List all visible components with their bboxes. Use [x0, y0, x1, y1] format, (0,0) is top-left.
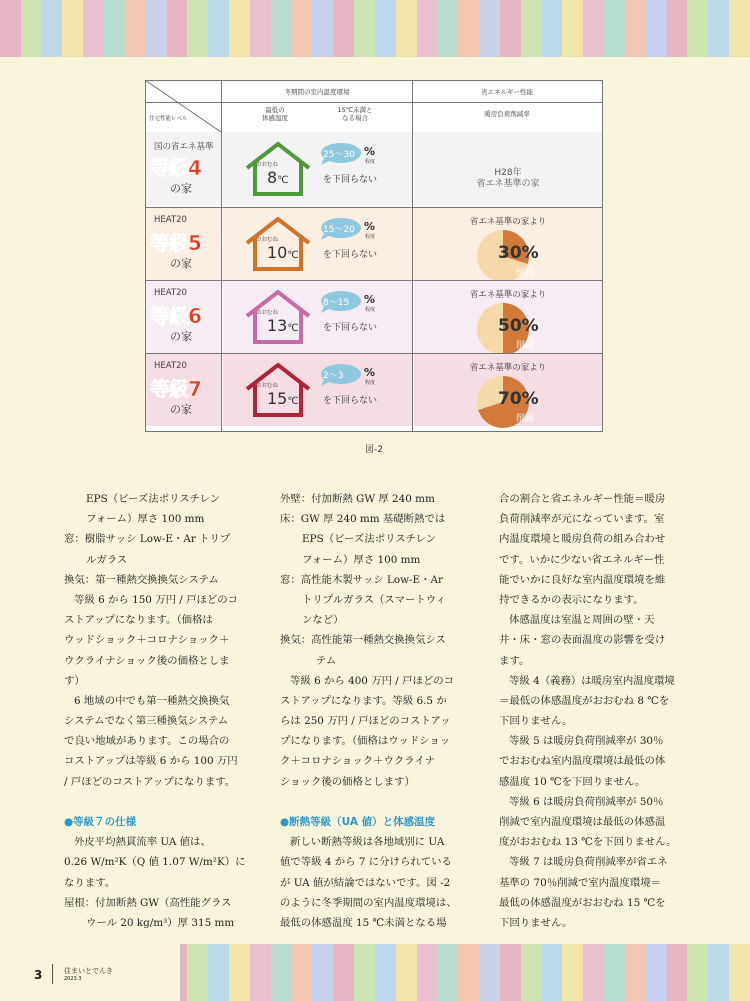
grade-label: 等級4: [150, 156, 201, 180]
stripe: [417, 0, 438, 57]
text-line: 新しい断熱等級は各地域別に UA: [290, 836, 445, 849]
level-small-label: HEAT20: [154, 288, 187, 298]
stripe: [333, 0, 354, 57]
stripe: [229, 944, 250, 1001]
stripe: [271, 944, 292, 1001]
footer-divider: [52, 964, 53, 984]
text-line: 外壁：付加断熱 GW 厚 240 mm: [280, 493, 435, 505]
text-line: ク＋コロナショック＋ウクライナ: [280, 755, 436, 768]
stripe: [667, 944, 688, 1001]
temp-number: 8: [267, 168, 278, 187]
text-line: [280, 792, 472, 812]
energy-header: 省エネルギー性能: [481, 88, 533, 96]
text-line: 下回りません。: [499, 715, 573, 728]
text-line: 持できるかの表示になります。: [499, 593, 644, 606]
temp-number: 10: [267, 243, 288, 262]
stripe: [583, 0, 604, 57]
table-border-bottom: [145, 431, 603, 432]
level-row: [146, 132, 602, 205]
text-line: 基準の 70％削減で室内温度環境＝: [499, 876, 661, 889]
level-row: [146, 207, 602, 280]
stripe: [583, 944, 604, 1001]
publication-title: 住まいとでんき: [64, 967, 113, 975]
stripe: [687, 0, 708, 57]
row-divider: [145, 207, 603, 208]
text-line: EPS（ビーズ法ポリスチレン: [302, 533, 437, 546]
not-below-label: を下回らない: [323, 250, 378, 260]
reduction-header: 暖房負荷削減率: [484, 110, 530, 118]
below15-range: 25～30: [323, 150, 355, 160]
stripe: [708, 0, 729, 57]
energy-cell: [414, 207, 602, 280]
indoor-cell: [223, 132, 413, 205]
temp-unit: ℃: [287, 323, 299, 334]
stripe: [646, 944, 667, 1001]
stripe: [667, 0, 688, 57]
energy-cell: [414, 353, 602, 426]
stripe: [292, 0, 313, 57]
text-line: ＝最低の体感温度がおおむね 8 ℃を: [499, 694, 670, 707]
text-line: テム: [316, 654, 337, 667]
below15-header: 15℃未満と なる場合: [337, 106, 373, 123]
text-line: 窓：樹脂サッシ Low-E・Ar トリプ: [64, 533, 231, 546]
min-temp-value: [267, 243, 299, 262]
stripe: [729, 0, 750, 57]
stripe: [479, 944, 500, 1001]
text-line: 屋根：付加断熱 GW（高性能グラス: [64, 896, 232, 909]
reduction-sub-label: 削減: [516, 268, 535, 278]
text-line: 等級 6 は暖房負荷削減率が 50％: [509, 795, 664, 808]
percent-unit: %: [364, 366, 376, 379]
not-below-label: を下回らない: [323, 323, 378, 333]
grade-label: 等級5: [150, 231, 201, 255]
top-stripe-border: [0, 0, 750, 57]
min-temp-value: [267, 316, 299, 335]
stripe: [354, 0, 375, 57]
home-label: の家: [170, 182, 192, 195]
below15-range: 8～15: [323, 298, 350, 308]
row-divider: [145, 280, 603, 281]
figure-caption: 図-2: [365, 445, 383, 455]
stripe: [625, 944, 646, 1001]
text-line: 窓：高性能木製サッシ Low-E・Ar: [280, 573, 444, 586]
stripe: [250, 944, 271, 1001]
reduction-percent: 70%: [498, 389, 539, 409]
stripe: [479, 0, 500, 57]
baseline-home-label: H28年 省エネ基準の家: [476, 168, 540, 189]
text-line: 外皮平均熱貫流率 UA 値は、: [74, 836, 211, 849]
text-line: フォーム）厚さ 100 mm: [86, 513, 205, 526]
temp-unit: ℃: [277, 175, 289, 186]
table-border-left: [145, 80, 146, 432]
reduction-percent: 50%: [498, 316, 539, 336]
energy-baseline-label: 省エネ基準の家より: [469, 363, 547, 373]
approx-label: おおむね: [256, 162, 279, 168]
stripe: [125, 0, 146, 57]
stripe: [292, 944, 313, 1001]
col-divider-2: [412, 80, 413, 432]
degree-note: 程度: [365, 159, 376, 165]
indoor-cell: [223, 353, 413, 426]
grade-label: 等級6: [150, 304, 201, 328]
publication-date: 2023.3: [64, 976, 82, 982]
text-line: 負荷削減率が元になっています。室: [499, 513, 665, 526]
stripe: [146, 0, 167, 57]
energy-baseline-label: 省エネ基準の家より: [469, 217, 547, 227]
stripe: [396, 944, 417, 1001]
degree-note: 程度: [365, 234, 376, 240]
stripe: [62, 0, 83, 57]
reduction-percent: 30%: [498, 243, 539, 263]
stripe: [542, 0, 563, 57]
stripe: [333, 944, 354, 1001]
stripe: [521, 944, 542, 1001]
text-line: 最低の体感温度 15 ℃未満となる場: [280, 916, 447, 929]
min-temp-header: 最低の 体感温度: [262, 106, 288, 123]
degree-note: 程度: [365, 380, 376, 386]
text-line: 換気：第一種熱交換換気システム: [64, 573, 219, 586]
stripe: [625, 0, 646, 57]
stripe: [458, 944, 479, 1001]
below15-range: 2～3: [323, 371, 344, 381]
section-heading: ●等級７の仕様: [64, 816, 137, 828]
stripe: [312, 944, 333, 1001]
stripe: [500, 0, 521, 57]
text-line: ウール 20 kg/m³）厚 315 mm: [86, 916, 235, 929]
level-row: [146, 353, 602, 426]
stripe: [187, 944, 208, 1001]
text-line: トリプルガラス（スマートウィ: [302, 593, 446, 606]
min-temp-value: [267, 168, 288, 187]
level-row: [146, 280, 602, 353]
text-line: 削減で室内温度環境は最低の体感温: [499, 816, 666, 828]
text-line: 最低の体感温度がおおむね 15 ℃を: [499, 896, 666, 909]
stripe: [208, 0, 229, 57]
text-line: 体感温度は室温と周囲の壁・天: [509, 614, 655, 627]
stripe: [167, 0, 188, 57]
level-small-label: 国の省エネ基準: [154, 142, 214, 152]
level-cell: [146, 132, 222, 205]
stripe: [562, 0, 583, 57]
stripe: [375, 0, 396, 57]
stripe: [729, 944, 750, 1001]
percent-unit: %: [364, 220, 376, 233]
text-line: ストアップになります。（価格は: [64, 614, 213, 627]
stripe: [396, 0, 417, 57]
stripe: [521, 0, 542, 57]
temp-unit: ℃: [287, 396, 299, 407]
text-line: 等級 6 から 400 万円 / 戸ほどのコ: [290, 674, 455, 687]
level-small-label: HEAT20: [154, 361, 187, 371]
reduction-sub-label: 削減: [516, 414, 535, 424]
percent-unit: %: [364, 145, 376, 158]
stripe: [708, 944, 729, 1001]
text-line: 内温度環境と暖房負荷の組み合わせ: [499, 533, 666, 546]
level-cell: [146, 353, 222, 426]
stripe: [271, 0, 292, 57]
text-line: プになります。（価格はウッドショッ: [280, 735, 451, 748]
percent-unit: %: [364, 293, 376, 306]
text-line: 度がおおむね 13 ℃を下回りません。: [499, 836, 677, 849]
level-cell: [146, 207, 222, 280]
stripe: [0, 0, 21, 57]
table-border-right: [602, 80, 603, 432]
text-column-2: [280, 489, 472, 933]
text-line: でおおむね室内温度環境は最低の体: [499, 755, 666, 768]
below15-range: 15～20: [323, 225, 355, 235]
stripe: [542, 944, 563, 1001]
stripe: [375, 944, 396, 1001]
level-small-label: HEAT20: [154, 215, 187, 225]
not-below-label: を下回らない: [323, 396, 378, 406]
stripe: [500, 944, 521, 1001]
not-below-label: を下回らない: [323, 175, 378, 185]
text-line: ンなど）: [302, 614, 344, 627]
text-line: 換気：高性能第一種熱交換換気シス: [280, 634, 446, 647]
page-number: 3: [34, 968, 43, 982]
text-line: 下回りません。: [499, 916, 573, 929]
text-line: が UA 値が結論ではないです。図 -2: [280, 876, 451, 889]
energy-baseline-label: 省エネ基準の家より: [469, 290, 547, 300]
approx-label: おおむね: [256, 237, 279, 243]
stripe: [354, 944, 375, 1001]
indoor-header: 冬期間の室内温度環境: [284, 88, 350, 96]
section-heading: ●断熱等級（UA 値）と体感温度: [280, 816, 436, 828]
stripe: [21, 0, 42, 57]
temp-unit: ℃: [287, 250, 299, 261]
stripe: [646, 0, 667, 57]
text-line: 値で等級 4 から 7 に分けられている: [280, 856, 452, 869]
stripe: [42, 0, 63, 57]
text-line: 能でいかに良好な室内温度環境を維: [499, 573, 666, 586]
level-cell: [146, 280, 222, 353]
text-line: [64, 792, 256, 812]
stripe: [187, 0, 208, 57]
stripe: [250, 0, 271, 57]
text-line: ウクライナショック後の価格としま: [64, 654, 230, 667]
text-line: です。いかに少ない省エネルギー性: [499, 553, 665, 566]
stripe: [208, 944, 229, 1001]
text-line: 等級 6 から 150 万円 / 戸ほどのコ: [74, 593, 239, 606]
stripe: [229, 0, 250, 57]
text-line: 合の割合と省エネルギー性能＝暖房: [499, 493, 666, 505]
home-label: の家: [170, 330, 192, 343]
text-line: らは 250 万円 / 戸ほどのコストアッ: [280, 715, 451, 728]
text-column-3: [499, 489, 691, 933]
text-line: ストアップになります。等級 6.5 か: [280, 694, 447, 707]
text-line: 等級 7 は暖房負荷削減率が省エネ: [509, 856, 668, 869]
energy-cell: [414, 280, 602, 353]
figure-2-table: [145, 80, 603, 432]
stripe: [437, 0, 458, 57]
temp-number: 15: [267, 389, 288, 408]
grade-label: 等級7: [150, 377, 201, 401]
text-line: フォーム）厚さ 100 mm: [302, 553, 421, 566]
text-line: システムでなく第三種換気システム: [64, 715, 229, 728]
min-temp-value: [267, 389, 299, 408]
text-line: 等級 4（義務）は暖房室内温度環境: [509, 674, 675, 687]
text-column-1: [64, 489, 256, 933]
row-divider: [145, 353, 603, 354]
text-line: / 戸ほどのコストアップになります。: [64, 775, 236, 788]
stripe: [83, 0, 104, 57]
home-label: の家: [170, 257, 192, 270]
stripe: [104, 0, 125, 57]
stripe: [417, 944, 438, 1001]
text-line: ウッドショック＋コロナショック＋: [64, 634, 230, 647]
stripe: [687, 944, 708, 1001]
stripe: [562, 944, 583, 1001]
text-line: コストアップは等級 6 から 100 万円: [64, 755, 238, 768]
text-line: なります。: [64, 876, 116, 889]
indoor-cell: [223, 207, 413, 280]
home-label: の家: [170, 403, 192, 416]
text-line: ショック後の価格とします）: [280, 775, 415, 788]
temp-number: 13: [267, 316, 288, 335]
stripe: [604, 944, 625, 1001]
text-line: のように冬季期間の室内温度環境は、: [280, 896, 457, 909]
text-line: ます。: [499, 654, 530, 667]
text-line: 感温度 10 ℃を下回りません。: [499, 775, 646, 788]
text-line: 床：GW 厚 240 mm 基礎断熱では: [280, 513, 446, 526]
text-line: す）: [64, 674, 85, 687]
energy-cell: [414, 132, 602, 205]
stripe: [312, 0, 333, 57]
col-divider-1: [221, 80, 222, 432]
indoor-cell: [223, 280, 413, 353]
approx-label: おおむね: [256, 310, 279, 316]
reduction-sub-label: 削減: [516, 341, 535, 351]
level-header: 住宅性能レベル: [149, 116, 188, 122]
degree-note: 程度: [365, 307, 376, 313]
text-line: ルガラス: [86, 553, 128, 566]
text-line: 0.26 W/m²K（Q 値 1.07 W/m²K）に: [64, 856, 246, 869]
header-diagonal: [145, 80, 221, 132]
approx-label: おおむね: [256, 383, 279, 389]
text-line: 井・床・窓の表面温度の影響を受け: [499, 634, 666, 647]
stripe: [604, 0, 625, 57]
stripe: [458, 0, 479, 57]
stripe: [437, 944, 458, 1001]
text-line: 6 地域の中でも第一種熱交換換気: [74, 694, 230, 707]
text-line: EPS（ビーズ法ポリスチレン: [86, 493, 221, 505]
text-line: 等級 5 は暖房負荷削減率が 30％: [509, 735, 664, 748]
text-line: で良い地域があります。この場合の: [64, 735, 230, 748]
